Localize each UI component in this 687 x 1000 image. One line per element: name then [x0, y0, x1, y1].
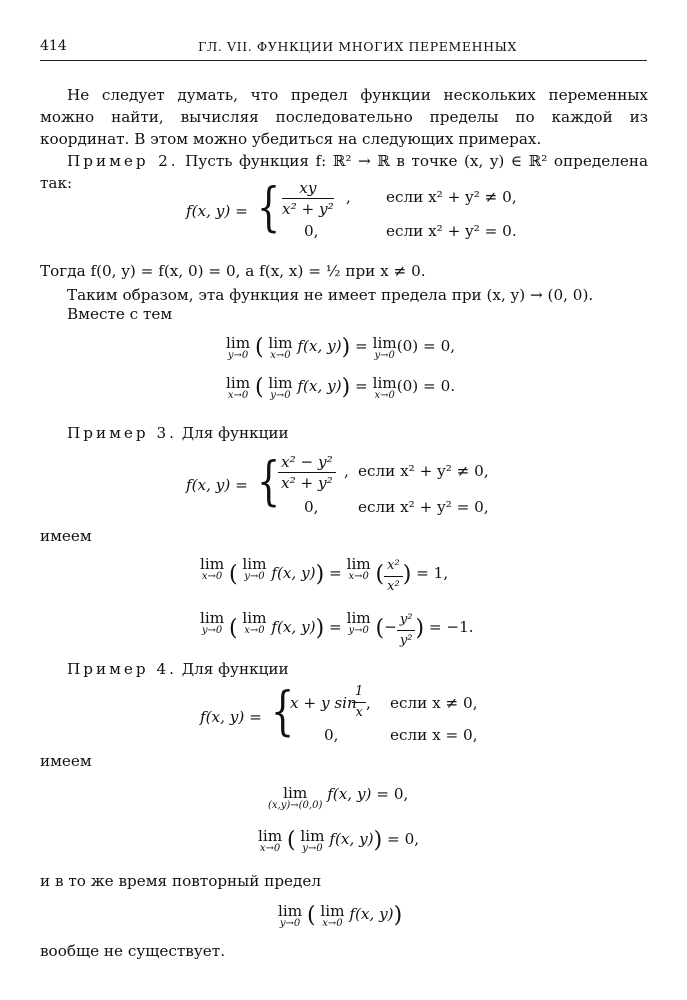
ex3-have: имеем [40, 527, 92, 545]
page-number: 414 [40, 38, 67, 54]
ex2-case1-fraction [282, 178, 334, 219]
ex4-not-exist: вообще не существует. [40, 942, 226, 960]
lim-operator: lim y→0 [278, 902, 303, 929]
ex3-iterated-limit-2: lim y→0 ( lim x→0 f(x, y)) = lim y→0 (− $\frac{\text{y²}}{\text{y²}}$ ) = −1. [200, 609, 474, 648]
ex4-lhs: f(x, y) = [200, 708, 262, 726]
ex2-lhs: f(x, y) = [186, 202, 248, 220]
ex3-lhs: f(x, y) = [186, 476, 248, 494]
ex4-case2-value: 0, [324, 726, 339, 744]
example-3-label: Пример 3. [67, 424, 177, 442]
ex2-no-limit: Таким образом, эта функция не имеет предела при (x, y) → (0, 0). [67, 286, 594, 304]
ex4-case2-condition: если x = 0, [390, 726, 478, 744]
ex4-have: имеем [40, 752, 92, 770]
running-title: ГЛ. VII. ФУНКЦИИ МНОГИХ ПЕРЕМЕННЫХ [198, 39, 518, 54]
lim-operator: lim y→0 [372, 334, 397, 361]
example-4-label: Пример 4. [67, 660, 177, 678]
ex4-meanwhile: и в то же время повторный предел [40, 872, 322, 890]
ex4-result-2: = 0, [387, 830, 420, 848]
ex2-brace: { [256, 178, 281, 238]
ex2-case2-value: 0, [304, 222, 319, 240]
lim-operator: lim y→0 [268, 374, 293, 401]
ex4-result-1: = 0, [376, 785, 409, 803]
lim-operator: lim x→0 [320, 902, 345, 929]
example-2-statement [40, 150, 648, 194]
ex2-then-line: Тогда f(0, y) = f(x, 0) = 0, а f(x, x) = ½ при x ≠ 0. [40, 262, 426, 280]
example-4-statement [67, 658, 289, 680]
ex4-double-limit: lim (x,y)→(0,0) f(x, y) = 0, [268, 784, 409, 811]
lim-operator: lim (x,y)→(0,0) [268, 784, 323, 811]
lim-operator: lim x→0 [242, 609, 267, 636]
lim-operator: lim x→0 [268, 334, 293, 361]
ex4-case1-condition: если x ≠ 0, [390, 694, 478, 712]
lim-operator: lim x→0 [200, 555, 225, 582]
ex3-result-2: = −1. [428, 618, 474, 636]
ex2-case1-denominator: x² + y² [282, 200, 334, 218]
ex3-brace: { [256, 452, 281, 512]
ex3-case1-numerator: x² − y² [278, 452, 336, 473]
example-2-label: Пример 2. [67, 152, 179, 170]
lim-operator: lim x→0 [258, 827, 283, 854]
lim-operator: lim x→0 [226, 374, 251, 401]
intro-paragraph: Не следует думать, что предел функции нескольких переменных можно найти, вычисляя последовательно пределы по каждой из координат. В этом можно убедиться на следующих примерах. [40, 86, 648, 148]
example-2-text: Пусть функция f: ℝ² → ℝ в точке (x, y) ∈ ℝ² определена так: [40, 152, 649, 192]
lim-operator: lim x→0 [372, 374, 397, 401]
ex4-iterated-limit-1: lim x→0 ( lim y→0 f(x, y)) = 0, [258, 827, 420, 854]
ex2-case1-condition: если x² + y² ≠ 0, [386, 188, 517, 206]
example-3-text: Для функции [181, 424, 289, 442]
ex4-brace: { [270, 682, 295, 742]
lim-operator: lim y→0 [346, 609, 371, 636]
ex3-case1-condition: если x² + y² ≠ 0, [358, 462, 489, 480]
example-3-statement [67, 422, 289, 444]
ex2-iterated-limit-2: lim x→0 ( lim y→0 f(x, y)) = lim x→0 (0) = 0. [226, 374, 456, 401]
lim-operator: lim x→0 [346, 555, 371, 582]
ex2-case2-condition: если x² + y² = 0. [386, 222, 517, 240]
lim-operator: lim y→0 [226, 334, 251, 361]
lim-operator: lim y→0 [242, 555, 267, 582]
lim-operator: lim y→0 [300, 827, 325, 854]
lim-operator: lim y→0 [200, 609, 225, 636]
page-header [40, 38, 647, 61]
example-4-text: Для функции [181, 660, 289, 678]
ex3-iterated-limit-1: lim x→0 ( lim y→0 f(x, y)) = lim x→0 ( $\frac{\text{x²}}{\text{x²}}$ ) = 1, [200, 555, 449, 594]
ex2-case1-numerator: xy [282, 178, 334, 199]
ex4-case1: x + y sin [290, 694, 357, 712]
ex3-case2-value: 0, [304, 498, 319, 516]
ex2-comma: , [346, 188, 351, 206]
ex2-iterated-limit-1: lim y→0 ( lim x→0 f(x, y)) = lim y→0 (0) = 0, [226, 334, 456, 361]
ex4-one-over-x: $\frac{1}{x}$ [352, 682, 366, 723]
ex2-meanwhile: Вместе с тем [67, 305, 173, 323]
ex3-case1-fraction [278, 452, 336, 493]
ex3-result-1: = 1, [416, 564, 449, 582]
ex3-case2-condition: если x² + y² = 0, [358, 498, 489, 516]
ex4-iterated-limit-2: lim y→0 ( lim x→0 f(x, y)) [278, 902, 403, 929]
ex3-case1-denominator: x² + y² [281, 474, 333, 492]
